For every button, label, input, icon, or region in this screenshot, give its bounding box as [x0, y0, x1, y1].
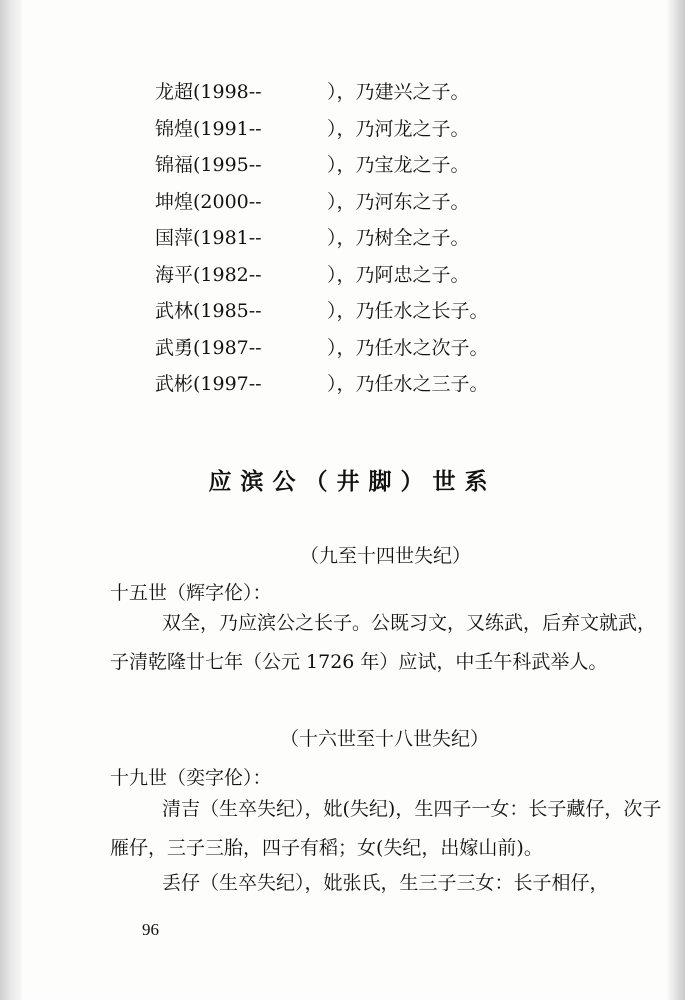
paragraph-text: 清吉（生卒失纪），妣(失纪)，生四子一女：长子藏仔，次子雁仔，三子三胎，四子有稻；女(失纪，出嫁山前)。	[110, 798, 662, 859]
paragraph	[110, 864, 670, 903]
entry-relation: ），乃树全之子。	[327, 227, 470, 249]
entry-name: 坤煌(2000--	[155, 190, 262, 213]
paragraph	[110, 790, 670, 867]
entry-relation: ），乃任水之次子。	[327, 336, 489, 359]
entry-name: 锦福(1995--	[155, 154, 262, 176]
generation-heading: 十五世（辉字伦）：	[110, 582, 272, 604]
entry-name: 武勇(1987--	[155, 336, 262, 359]
entry-name: 武彬(1997--	[155, 373, 262, 395]
entry-name: 武林(1985--	[155, 300, 262, 322]
entry-name: 龙超(1998--	[155, 81, 262, 103]
lost-generations-note: （十六世至十八世失纪）	[280, 728, 490, 750]
list-item	[155, 293, 575, 330]
list-item	[155, 111, 575, 148]
entry-relation: ），乃建兴之子。	[327, 81, 470, 103]
paragraph-text: 双全，乃应滨公之长子。公既习文，又练武，后弃文就武，子清乾隆廿七年（公元 1726 年）应试，中壬午科武举人。	[110, 612, 657, 673]
entry-name: 海平(1982--	[155, 263, 262, 286]
entry-relation: ），乃任水之三子。	[327, 373, 489, 395]
page-number: 96	[142, 920, 159, 939]
paragraph-text: 丢仔（生卒失纪），妣张氏，生三子三女：长子相仔，	[162, 872, 609, 894]
list-item	[155, 366, 575, 403]
list-item	[155, 147, 575, 184]
entry-relation: ），乃阿忠之子。	[327, 263, 470, 286]
list-item	[155, 257, 575, 294]
paragraph	[110, 604, 670, 681]
entry-name: 国萍(1981--	[155, 227, 262, 249]
list-item	[155, 330, 575, 367]
list-item	[155, 184, 575, 221]
list-item	[155, 74, 575, 111]
entry-relation: ），乃任水之长子。	[327, 300, 489, 322]
descendant-list	[155, 74, 575, 403]
lost-generations-note: （九至十四世失纪）	[300, 545, 472, 567]
scan-shadow-left	[0, 0, 22, 1000]
entry-name: 锦煌(1991--	[155, 117, 262, 140]
generation-heading: 十九世（奕字伦）：	[110, 767, 272, 789]
entry-relation: ），乃宝龙之子。	[327, 154, 470, 176]
list-item	[155, 220, 575, 257]
entry-relation: ），乃河龙之子。	[327, 117, 470, 140]
entry-relation: ），乃河东之子。	[327, 190, 470, 213]
section-title: 应滨公（井脚）世系	[208, 469, 497, 495]
